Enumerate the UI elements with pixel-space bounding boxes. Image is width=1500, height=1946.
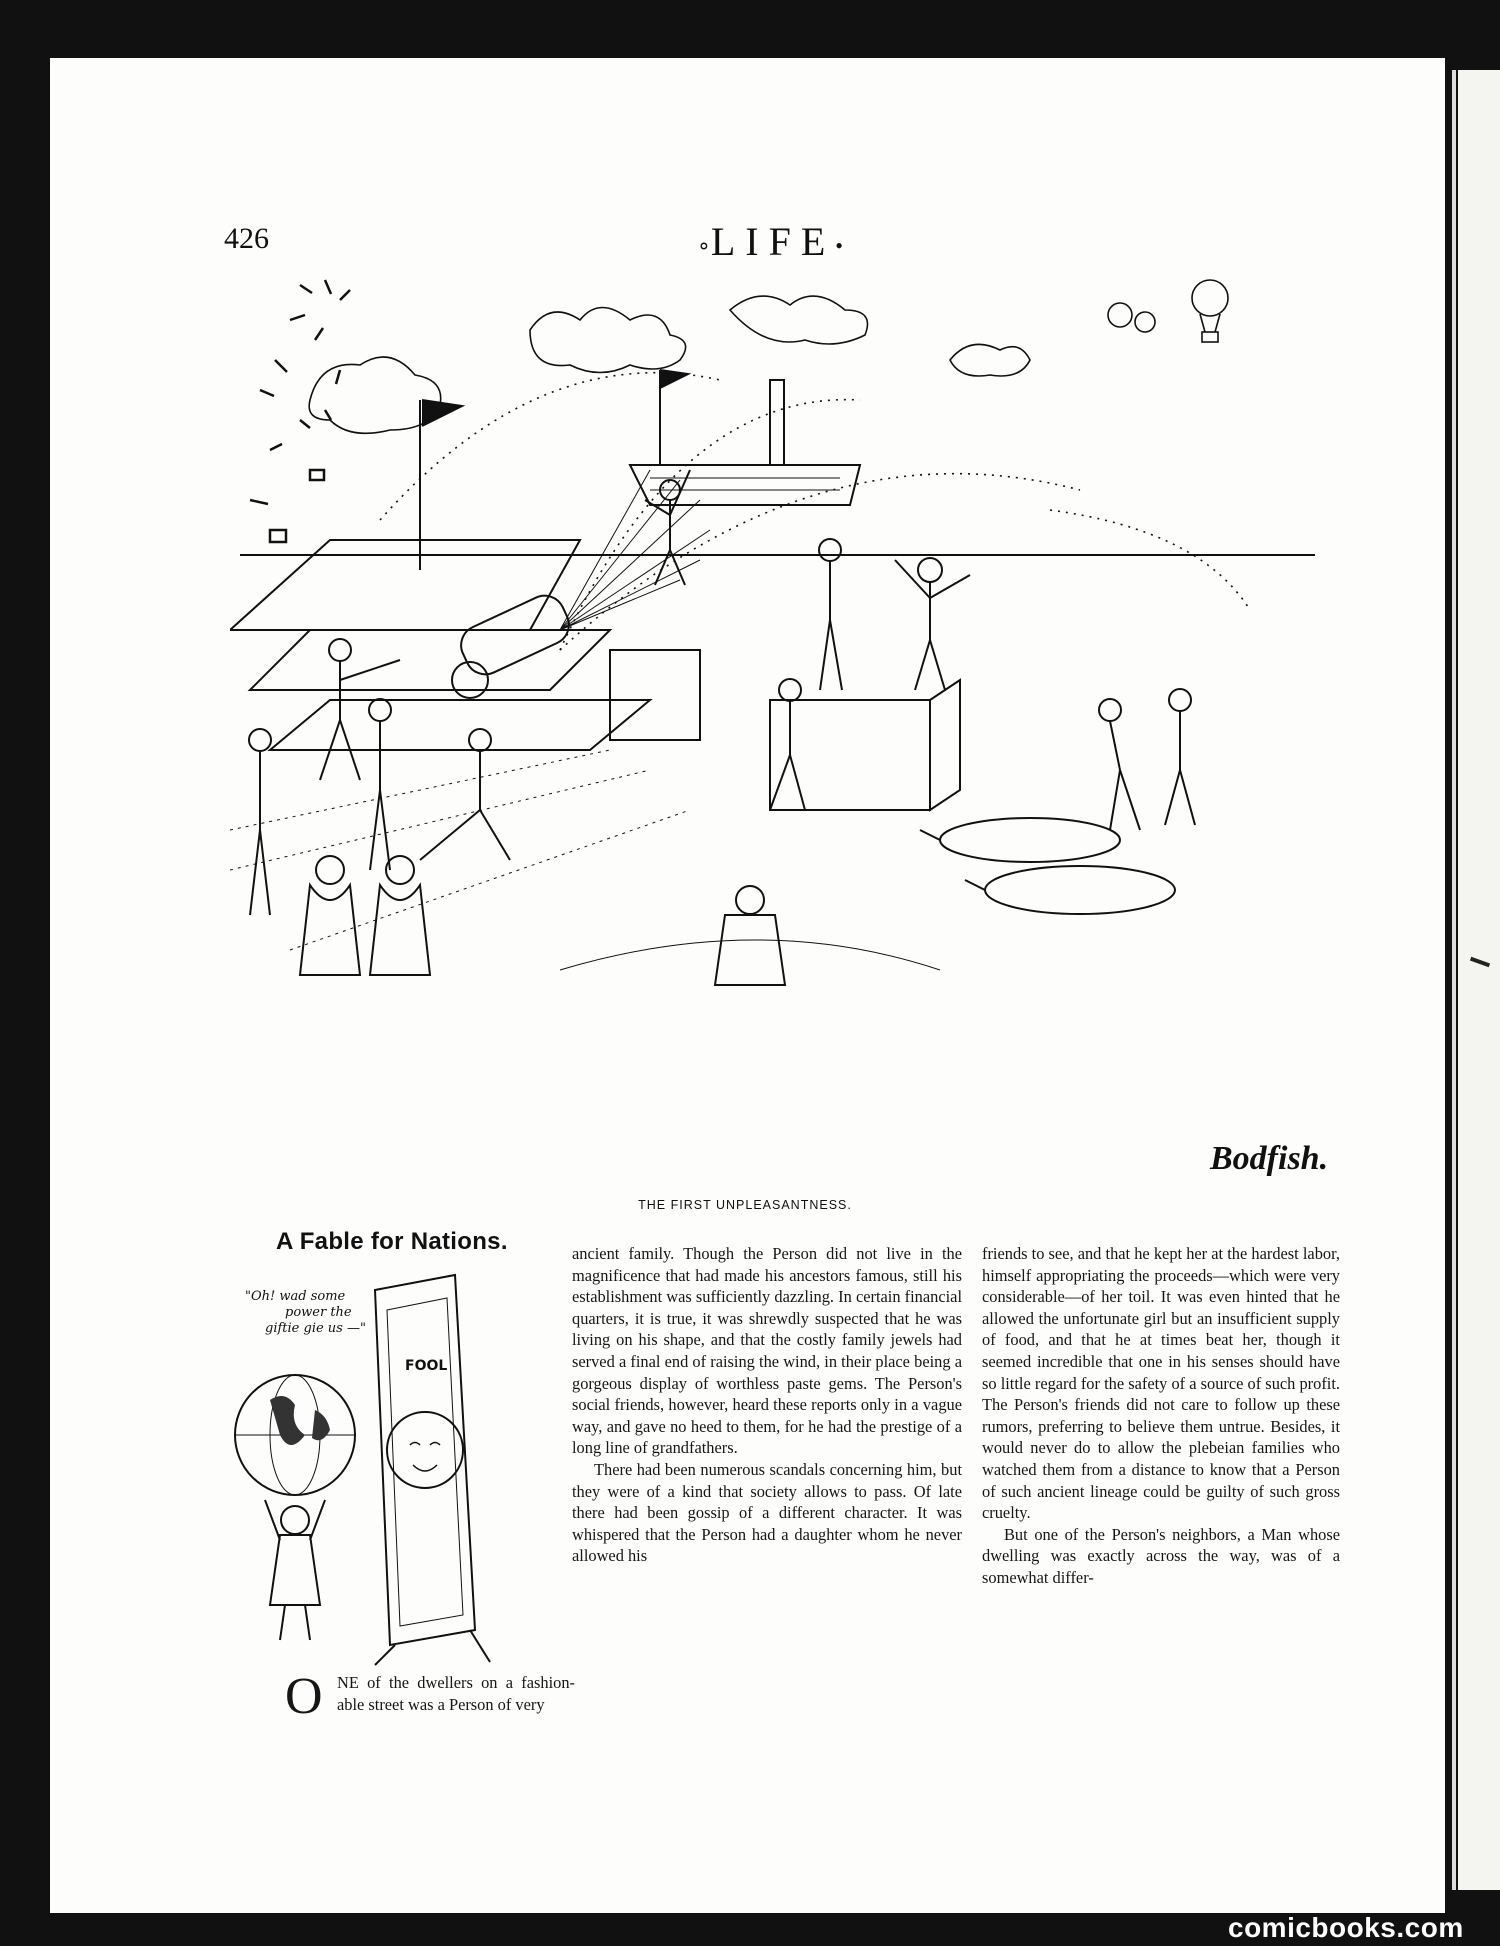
article-column-3: [982, 1243, 1340, 1589]
masthead-title: LIFE: [710, 219, 836, 264]
soldier-figures: [249, 470, 1195, 985]
cannon: [452, 589, 575, 698]
col2-paragraph-1: ancient family. Though the Person did not live in the magnificence that had made his ancestors famous, still his establishment was sufficiently dazzling. In certain financial quarters, it is true, it was shrewdly suspected that he was living on his shape, and that the costly family jewels had served a final end of raising the wind, in their place being a gorgeous display of worthless paste gems. The Person's social friends, however, heard these reports only in a vague way, and gave no heed to them, for he had the prestige of a long line of grandfathers.: [572, 1244, 962, 1458]
mirror-fool-label: FOOL: [405, 1358, 448, 1374]
torpedoes: [920, 818, 1175, 914]
illustration-quote-line2: power the: [285, 1305, 352, 1320]
page-gutter: [1452, 70, 1456, 1890]
article-column-2: [572, 1243, 962, 1567]
globe: [235, 1375, 355, 1495]
balloon: [1108, 280, 1228, 342]
artist-signature: Bodfish.: [1210, 1140, 1329, 1177]
article-title: A Fable for Nations.: [276, 1228, 508, 1255]
shell-trajectories: [380, 373, 1250, 650]
illustration-quote-line1: "Oh! wad some: [245, 1289, 346, 1304]
globe-mirror-illustration: [225, 1270, 565, 1670]
ground: [230, 750, 690, 950]
page-number: 426: [224, 222, 269, 255]
adjacent-page-edge: [1458, 70, 1500, 1890]
watermark: comicbooks.com: [1228, 1912, 1464, 1943]
cartoon-caption: THE FIRST UNPLEASANTNESS.: [638, 1198, 852, 1212]
flying-debris: [250, 280, 350, 542]
warship: [630, 370, 860, 505]
col2-paragraph-2: There had been numerous scandals concerning him, but they were of a kind that society allows to pass. Of late there had been gossip of a different character. It was whispered that the Person had a daughter whom he never allowed his: [572, 1459, 962, 1566]
reflection-face: [387, 1412, 463, 1488]
water-ripples: [560, 940, 940, 970]
masthead: ∘LIFE•: [697, 219, 843, 264]
cartoon-illustration: [230, 270, 1340, 1180]
clouds: [309, 296, 1030, 433]
col3-paragraph-1: friends to see, and that he kept her at the hardest labor, himself appropriating the proceeds—which were very considerable—of her toil. It was even hinted that he allowed the unfortunate girl but an insufficient supply of food, and that he at times beat her, though it seemed incredible that one in his senses should have so little regard for the safety of a source of such profit. The Person's friends did not care to follow up these rumors, preferring to believe them untrue. Besides, it would never do to allow the plebeian families who watched them from a distance to know that a Person of such ancient lineage could be guilty of such gross cruelty.: [982, 1244, 1340, 1523]
col3-paragraph-2: But one of the Person's neighbors, a Man whose dwelling was exactly across the way, was of a somewhat differ-: [982, 1524, 1340, 1587]
drop-cap: O: [285, 1668, 323, 1725]
col1-paragraph: NE of the dwellers on a fashion-able street was a Person of very: [337, 1673, 575, 1714]
flag: [420, 400, 462, 570]
child-figure: [265, 1500, 325, 1640]
illustration-quote-line3: giftie gie us —": [265, 1321, 366, 1336]
article-column-1: [285, 1668, 575, 1725]
